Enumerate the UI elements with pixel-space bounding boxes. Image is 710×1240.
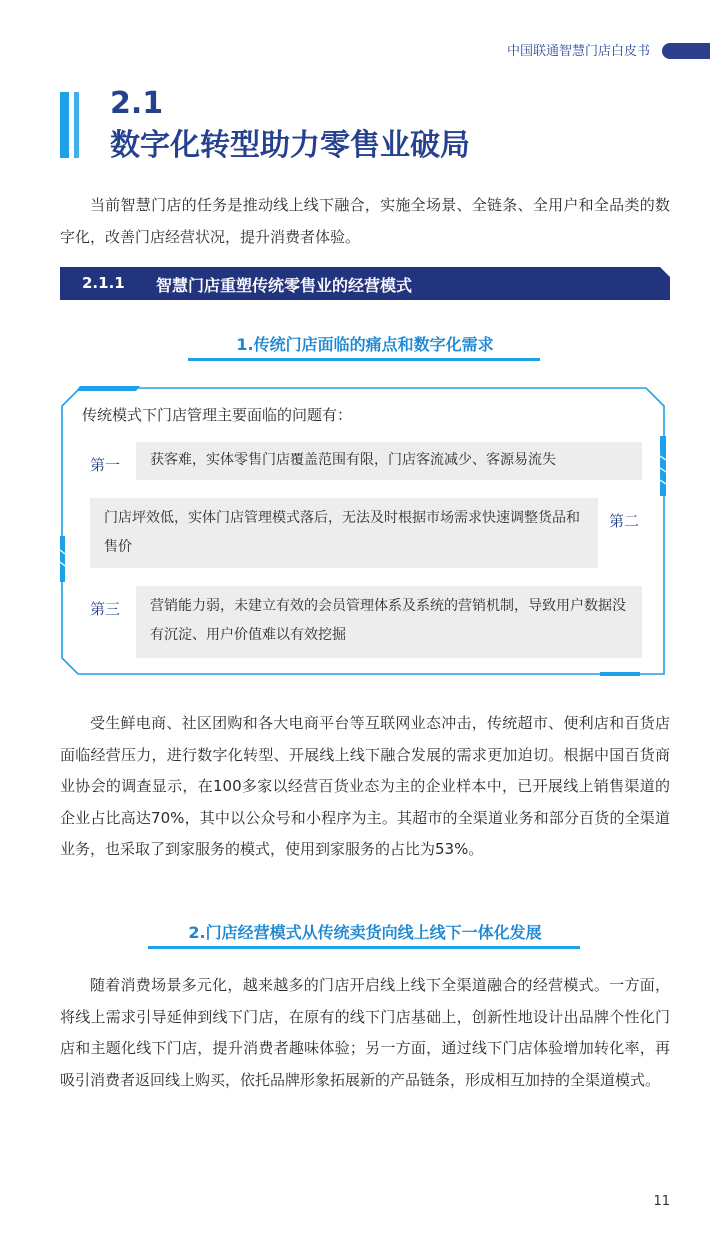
problem-label-1: 第一 bbox=[90, 456, 121, 474]
omnichannel-paragraph: 随着消费场景多元化，越来越多的门店开启线上线下全渠道融合的经营模式。一方面，将线上需求引导延伸到线下门店，在原有的线下门店基础上，创新性地设计出品牌个性化门店和主题化线下门店，提升消费者趣味体验；另一方面，通过线下门店体验增加转化率，再吸引消费者返回线上购买，依托品牌形象拓展新的产品链条，形成相互加持的全渠道模式。 bbox=[60, 976, 670, 1089]
heading-omnichannel: 2.门店经营模式从传统卖货向线上线下一体化发展 bbox=[188, 923, 542, 942]
heading-underline bbox=[188, 358, 540, 361]
market-paragraph: 受生鲜电商、社区团购和各大电商平台等互联网业态冲击，传统超市、便利店和百货店面临经营压力，进行数字化转型、开展线上线下融合发展的需求更加迫切。根据中国百货商业协会的调查显示，在100多家以经营百货业态为主的企业样本中，已开展线上销售渠道的企业占比高达70%，其中以公众号和小程序为主。其超市的全渠道业务和部分百货的全渠道业务，也采取了到家服务的模式，使用到家服务的占比为53%。 bbox=[60, 714, 670, 858]
section-number: 2.1 bbox=[110, 86, 164, 121]
subsection-number: 2.1.1 bbox=[82, 274, 125, 292]
problem-text-1: 获客难，实体零售门店覆盖范围有限，门店客流减少、客源易流失 bbox=[136, 442, 642, 480]
problem-text-3: 营销能力弱，未建立有效的会员管理体系及系统的营销机制，导致用户数据没有沉淀、用户价值难以有效挖掘 bbox=[136, 586, 642, 658]
subsection-title: 智慧门店重塑传统零售业的经营模式 bbox=[156, 276, 413, 295]
problems-box bbox=[60, 386, 666, 676]
subsection-banner bbox=[60, 267, 670, 300]
header-decor-bar bbox=[662, 43, 710, 59]
problem-label-2: 第二 bbox=[609, 512, 640, 530]
heading-underline-2 bbox=[148, 946, 580, 949]
page-number: 11 bbox=[653, 1194, 670, 1209]
section-title: 数字化转型助力零售业破局 bbox=[110, 128, 470, 163]
problems-lead: 传统模式下门店管理主要面临的问题有： bbox=[82, 406, 353, 424]
heading-pain-points: 1.传统门店面临的痛点和数字化需求 bbox=[236, 335, 494, 354]
intro-paragraph: 当前智慧门店的任务是推动线上线下融合，实施全场景、全链条、全用户和全品类的数字化，改善门店经营状况，提升消费者体验。 bbox=[60, 196, 670, 246]
document-header-title: 中国联通智慧门店白皮书 bbox=[506, 44, 650, 59]
problem-label-3: 第三 bbox=[90, 600, 121, 618]
problem-text-2: 门店坪效低，实体门店管理模式落后，无法及时根据市场需求快速调整货品和售价 bbox=[90, 498, 598, 568]
